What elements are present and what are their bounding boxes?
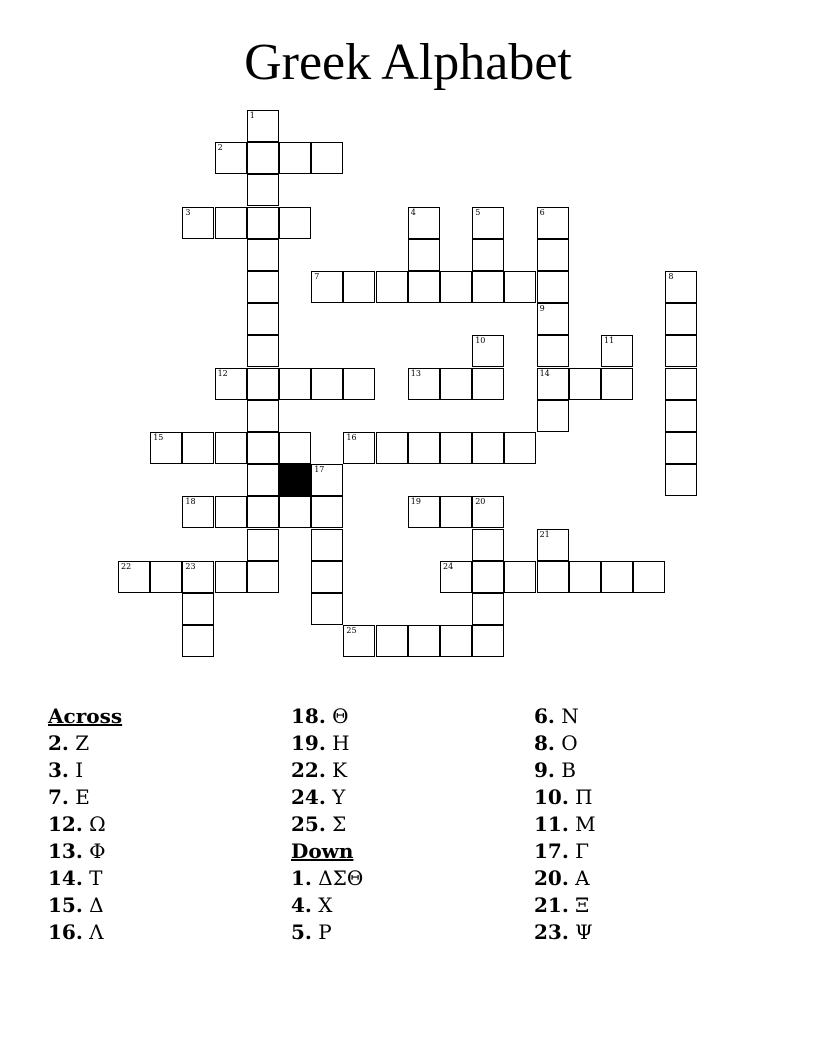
clue-number: 2 <box>217 143 223 153</box>
crossword-cell[interactable] <box>504 271 536 303</box>
crossword-cell[interactable] <box>665 400 697 432</box>
crossword-cell[interactable] <box>601 561 633 593</box>
clue-section-heading: Down <box>291 839 354 863</box>
clue-item <box>534 730 596 757</box>
crossword-cell[interactable] <box>472 271 504 303</box>
clue-item <box>534 703 596 730</box>
clue-item <box>291 865 363 892</box>
clue-item <box>48 865 122 892</box>
clue-item-number: 2. <box>48 731 69 755</box>
crossword-cell[interactable] <box>247 529 279 561</box>
clue-item <box>291 919 363 946</box>
crossword-cell[interactable] <box>537 529 569 561</box>
clue-item-number: 5. <box>291 920 312 944</box>
crossword-cell[interactable] <box>311 561 343 593</box>
clue-number: 20 <box>475 497 486 507</box>
clue-number: 17 <box>314 465 325 475</box>
clue-item <box>48 919 122 946</box>
crossword-cell[interactable] <box>472 335 504 367</box>
clue-item-number: 4. <box>291 893 312 917</box>
crossword-cell[interactable] <box>537 239 569 271</box>
crossword-cell[interactable] <box>279 496 311 528</box>
crossword-cell[interactable] <box>215 496 247 528</box>
clue-number: 16 <box>346 433 357 442</box>
crossword-cell[interactable] <box>279 368 311 400</box>
clue-number: 12 <box>217 368 228 378</box>
clue-item-text: Ε <box>68 785 90 809</box>
clue-item-number: 19. <box>291 731 326 755</box>
clue-number: 1 <box>249 111 255 120</box>
clue-item-number: 9. <box>534 758 555 782</box>
clue-number: 18 <box>185 497 196 507</box>
clue-number: 8 <box>668 272 674 281</box>
crossword-cell[interactable] <box>440 625 472 657</box>
crossword-cell[interactable] <box>440 368 472 400</box>
clue-item-number: 1. <box>291 866 312 890</box>
clue-item <box>534 838 596 865</box>
crossword-cell[interactable] <box>182 496 214 528</box>
crossword-cell[interactable] <box>472 239 504 271</box>
clue-item <box>534 865 596 892</box>
crossword-cell[interactable] <box>215 368 247 400</box>
crossword-cell[interactable] <box>472 593 504 625</box>
clue-item <box>48 892 122 919</box>
clue-item <box>48 784 122 811</box>
crossword-cell[interactable] <box>537 561 569 593</box>
clue-item <box>48 730 122 757</box>
crossword-cell[interactable] <box>247 271 279 303</box>
clue-item-text: Υ <box>325 785 346 809</box>
crossword-cell[interactable] <box>247 239 279 271</box>
clue-item-text: Κ <box>325 758 348 782</box>
clue-item-number: 25. <box>291 812 326 836</box>
clue-item-text: Ψ <box>568 920 593 944</box>
clue-number: 23 <box>185 561 196 571</box>
crossword-cell[interactable] <box>408 625 440 657</box>
clue-item-number: 8. <box>534 731 555 755</box>
crossword-cell[interactable] <box>440 561 472 593</box>
crossword-cell[interactable] <box>279 142 311 174</box>
crossword-cell[interactable] <box>665 271 697 303</box>
clue-item-text: Γ <box>568 839 590 863</box>
crossword-cell[interactable] <box>601 368 633 400</box>
crossword-cell[interactable] <box>182 432 214 464</box>
clue-item-text: Ξ <box>568 893 590 917</box>
clue-number: 21 <box>539 529 550 539</box>
clue-item-number: 6. <box>534 704 555 728</box>
crossword-cell[interactable] <box>311 142 343 174</box>
clue-item <box>48 757 122 784</box>
crossword-cell[interactable] <box>182 625 214 657</box>
clue-item-number: 14. <box>48 866 83 890</box>
crossword-cell[interactable] <box>408 239 440 271</box>
clue-item-number: 16. <box>48 920 83 944</box>
clue-item-text: Σ <box>325 812 347 836</box>
crossword-cell[interactable] <box>311 368 343 400</box>
crossword-cell[interactable] <box>279 432 311 464</box>
clue-item-text: Θ <box>325 704 349 728</box>
crossword-cell[interactable] <box>215 207 247 239</box>
crossword-cell[interactable] <box>408 207 440 239</box>
crossword-cell[interactable] <box>343 432 375 464</box>
crossword-cell[interactable] <box>472 368 504 400</box>
page-title: Greek Alphabet <box>244 34 572 91</box>
clue-item-text: Χ <box>311 893 333 917</box>
crossword-cell[interactable] <box>247 368 279 400</box>
clue-number: 13 <box>410 368 421 378</box>
crossword-cell[interactable] <box>247 432 279 464</box>
crossword-cell[interactable] <box>633 561 665 593</box>
clue-item <box>534 811 596 838</box>
clue-item-text: Ρ <box>311 920 332 944</box>
crossword-cell[interactable] <box>247 142 279 174</box>
clue-number: 7 <box>314 272 320 281</box>
clue-item-number: 7. <box>48 785 69 809</box>
crossword-cell[interactable] <box>150 432 182 464</box>
crossword-cell[interactable] <box>504 432 536 464</box>
crossword-cell[interactable] <box>247 335 279 367</box>
crossword-cell[interactable] <box>665 303 697 335</box>
crossword-cell[interactable] <box>150 561 182 593</box>
crossword-cell[interactable] <box>343 625 375 657</box>
crossword-cell[interactable] <box>311 529 343 561</box>
clue-number: 22 <box>121 561 132 571</box>
clue-number: 4 <box>410 207 416 217</box>
clue-item-number: 22. <box>291 758 326 782</box>
crossword-cell[interactable] <box>408 432 440 464</box>
clue-section-heading: Across <box>48 704 123 728</box>
crossword-cell[interactable] <box>537 400 569 432</box>
clue-item-text: Π <box>568 785 593 809</box>
clue-item-number: 10. <box>534 785 569 809</box>
clue-item-number: 18. <box>291 704 326 728</box>
clue-item <box>291 703 363 730</box>
clue-item <box>534 892 596 919</box>
crossword-cell[interactable] <box>215 432 247 464</box>
crossword-cell[interactable] <box>311 271 343 303</box>
clue-item-text: Λ <box>82 920 104 944</box>
clue-item-number: 21. <box>534 893 569 917</box>
clue-number: 6 <box>539 207 545 217</box>
crossword-cell[interactable] <box>247 561 279 593</box>
clue-item-text: Η <box>325 731 350 755</box>
crossword-cell[interactable] <box>182 207 214 239</box>
crossword-cell[interactable] <box>343 368 375 400</box>
crossword-cell[interactable] <box>472 207 504 239</box>
clue-item-text: ΔΣΘ <box>311 866 364 890</box>
clue-number: 5 <box>475 207 481 217</box>
clue-item <box>291 784 363 811</box>
crossword-cell[interactable] <box>569 368 601 400</box>
crossword-cell[interactable] <box>215 561 247 593</box>
crossword-cell[interactable] <box>247 110 279 142</box>
crossword-cell[interactable] <box>440 432 472 464</box>
crossword-cell[interactable] <box>601 335 633 367</box>
clue-number: 10 <box>475 336 486 346</box>
clue-item-text: Ω <box>82 812 106 836</box>
clue-column-3 <box>534 703 596 946</box>
crossword-cell[interactable] <box>537 368 569 400</box>
clue-item-number: 20. <box>534 866 569 890</box>
clue-column-1 <box>48 703 122 946</box>
crossword-cell[interactable] <box>311 593 343 625</box>
crossword-cell[interactable] <box>376 271 408 303</box>
clue-item <box>534 919 596 946</box>
crossword-cell[interactable] <box>311 496 343 528</box>
crossword-cell[interactable] <box>472 529 504 561</box>
crossword-cell[interactable] <box>665 368 697 400</box>
clue-number: 25 <box>346 626 357 636</box>
clue-item <box>534 757 596 784</box>
crossword-cell[interactable] <box>118 561 150 593</box>
crossword-cell[interactable] <box>665 432 697 464</box>
crossword-cell[interactable] <box>408 496 440 528</box>
crossword-cell[interactable] <box>665 335 697 367</box>
crossword-cell[interactable] <box>311 464 343 496</box>
clue-item-text: Ο <box>554 731 578 755</box>
crossword-cell[interactable] <box>247 303 279 335</box>
crossword-cell[interactable] <box>376 625 408 657</box>
clue-item-text: Ν <box>554 704 579 728</box>
clue-item <box>291 811 363 838</box>
crossword-cell[interactable] <box>247 464 279 496</box>
clue-item-number: 11. <box>534 812 569 836</box>
crossword-cell[interactable] <box>247 207 279 239</box>
clue-number: 14 <box>539 368 550 378</box>
crossword-cell[interactable] <box>279 207 311 239</box>
crossword-cell[interactable] <box>440 271 472 303</box>
crossword-cell[interactable] <box>537 303 569 335</box>
crossword-cell[interactable] <box>504 561 536 593</box>
clue-item <box>291 892 363 919</box>
crossword-cell[interactable] <box>247 174 279 206</box>
clue-item-text: Ζ <box>68 731 90 755</box>
crossword-cell[interactable] <box>215 142 247 174</box>
clue-item-text: Φ <box>82 839 106 863</box>
black-cell <box>279 464 311 496</box>
crossword-cell[interactable] <box>408 368 440 400</box>
crossword-cell[interactable] <box>472 625 504 657</box>
clue-item-number: 24. <box>291 785 326 809</box>
crossword-cell[interactable] <box>537 271 569 303</box>
clue-number: 9 <box>539 304 545 314</box>
clue-item <box>291 757 363 784</box>
clue-item <box>534 784 596 811</box>
crossword-cell[interactable] <box>665 464 697 496</box>
clue-number: 15 <box>153 433 164 442</box>
clue-item-number: 3. <box>48 758 69 782</box>
clue-item-text: Δ <box>82 893 104 917</box>
clue-item-text: Α <box>568 866 590 890</box>
clue-item-text: Ι <box>68 758 84 782</box>
crossword-cell[interactable] <box>472 432 504 464</box>
crossword-cell[interactable] <box>376 432 408 464</box>
crossword-cell[interactable] <box>343 271 375 303</box>
crossword-cell[interactable] <box>247 400 279 432</box>
crossword-cell[interactable] <box>182 593 214 625</box>
clue-item-text: Μ <box>568 812 596 836</box>
clue-number: 24 <box>443 561 454 571</box>
crossword-cell[interactable] <box>408 271 440 303</box>
clue-item-number: 23. <box>534 920 569 944</box>
crossword-cell[interactable] <box>182 561 214 593</box>
crossword-cell[interactable] <box>472 561 504 593</box>
clue-number: 19 <box>410 497 421 507</box>
clue-item-number: 12. <box>48 812 83 836</box>
crossword-cell[interactable] <box>537 207 569 239</box>
clue-item-number: 17. <box>534 839 569 863</box>
clue-item <box>291 730 363 757</box>
clue-column-2 <box>291 703 363 946</box>
clue-item-text: Τ <box>82 866 103 890</box>
clue-item <box>48 838 122 865</box>
crossword-cell[interactable] <box>537 335 569 367</box>
crossword-cell[interactable] <box>472 496 504 528</box>
clue-item <box>48 811 122 838</box>
clue-item-text: Β <box>554 758 576 782</box>
crossword-cell[interactable] <box>440 496 472 528</box>
clue-item-number: 15. <box>48 893 83 917</box>
clue-number: 3 <box>185 207 191 217</box>
crossword-cell[interactable] <box>569 561 601 593</box>
crossword-cell[interactable] <box>247 496 279 528</box>
clue-number: 11 <box>604 336 615 346</box>
clue-item-number: 13. <box>48 839 83 863</box>
